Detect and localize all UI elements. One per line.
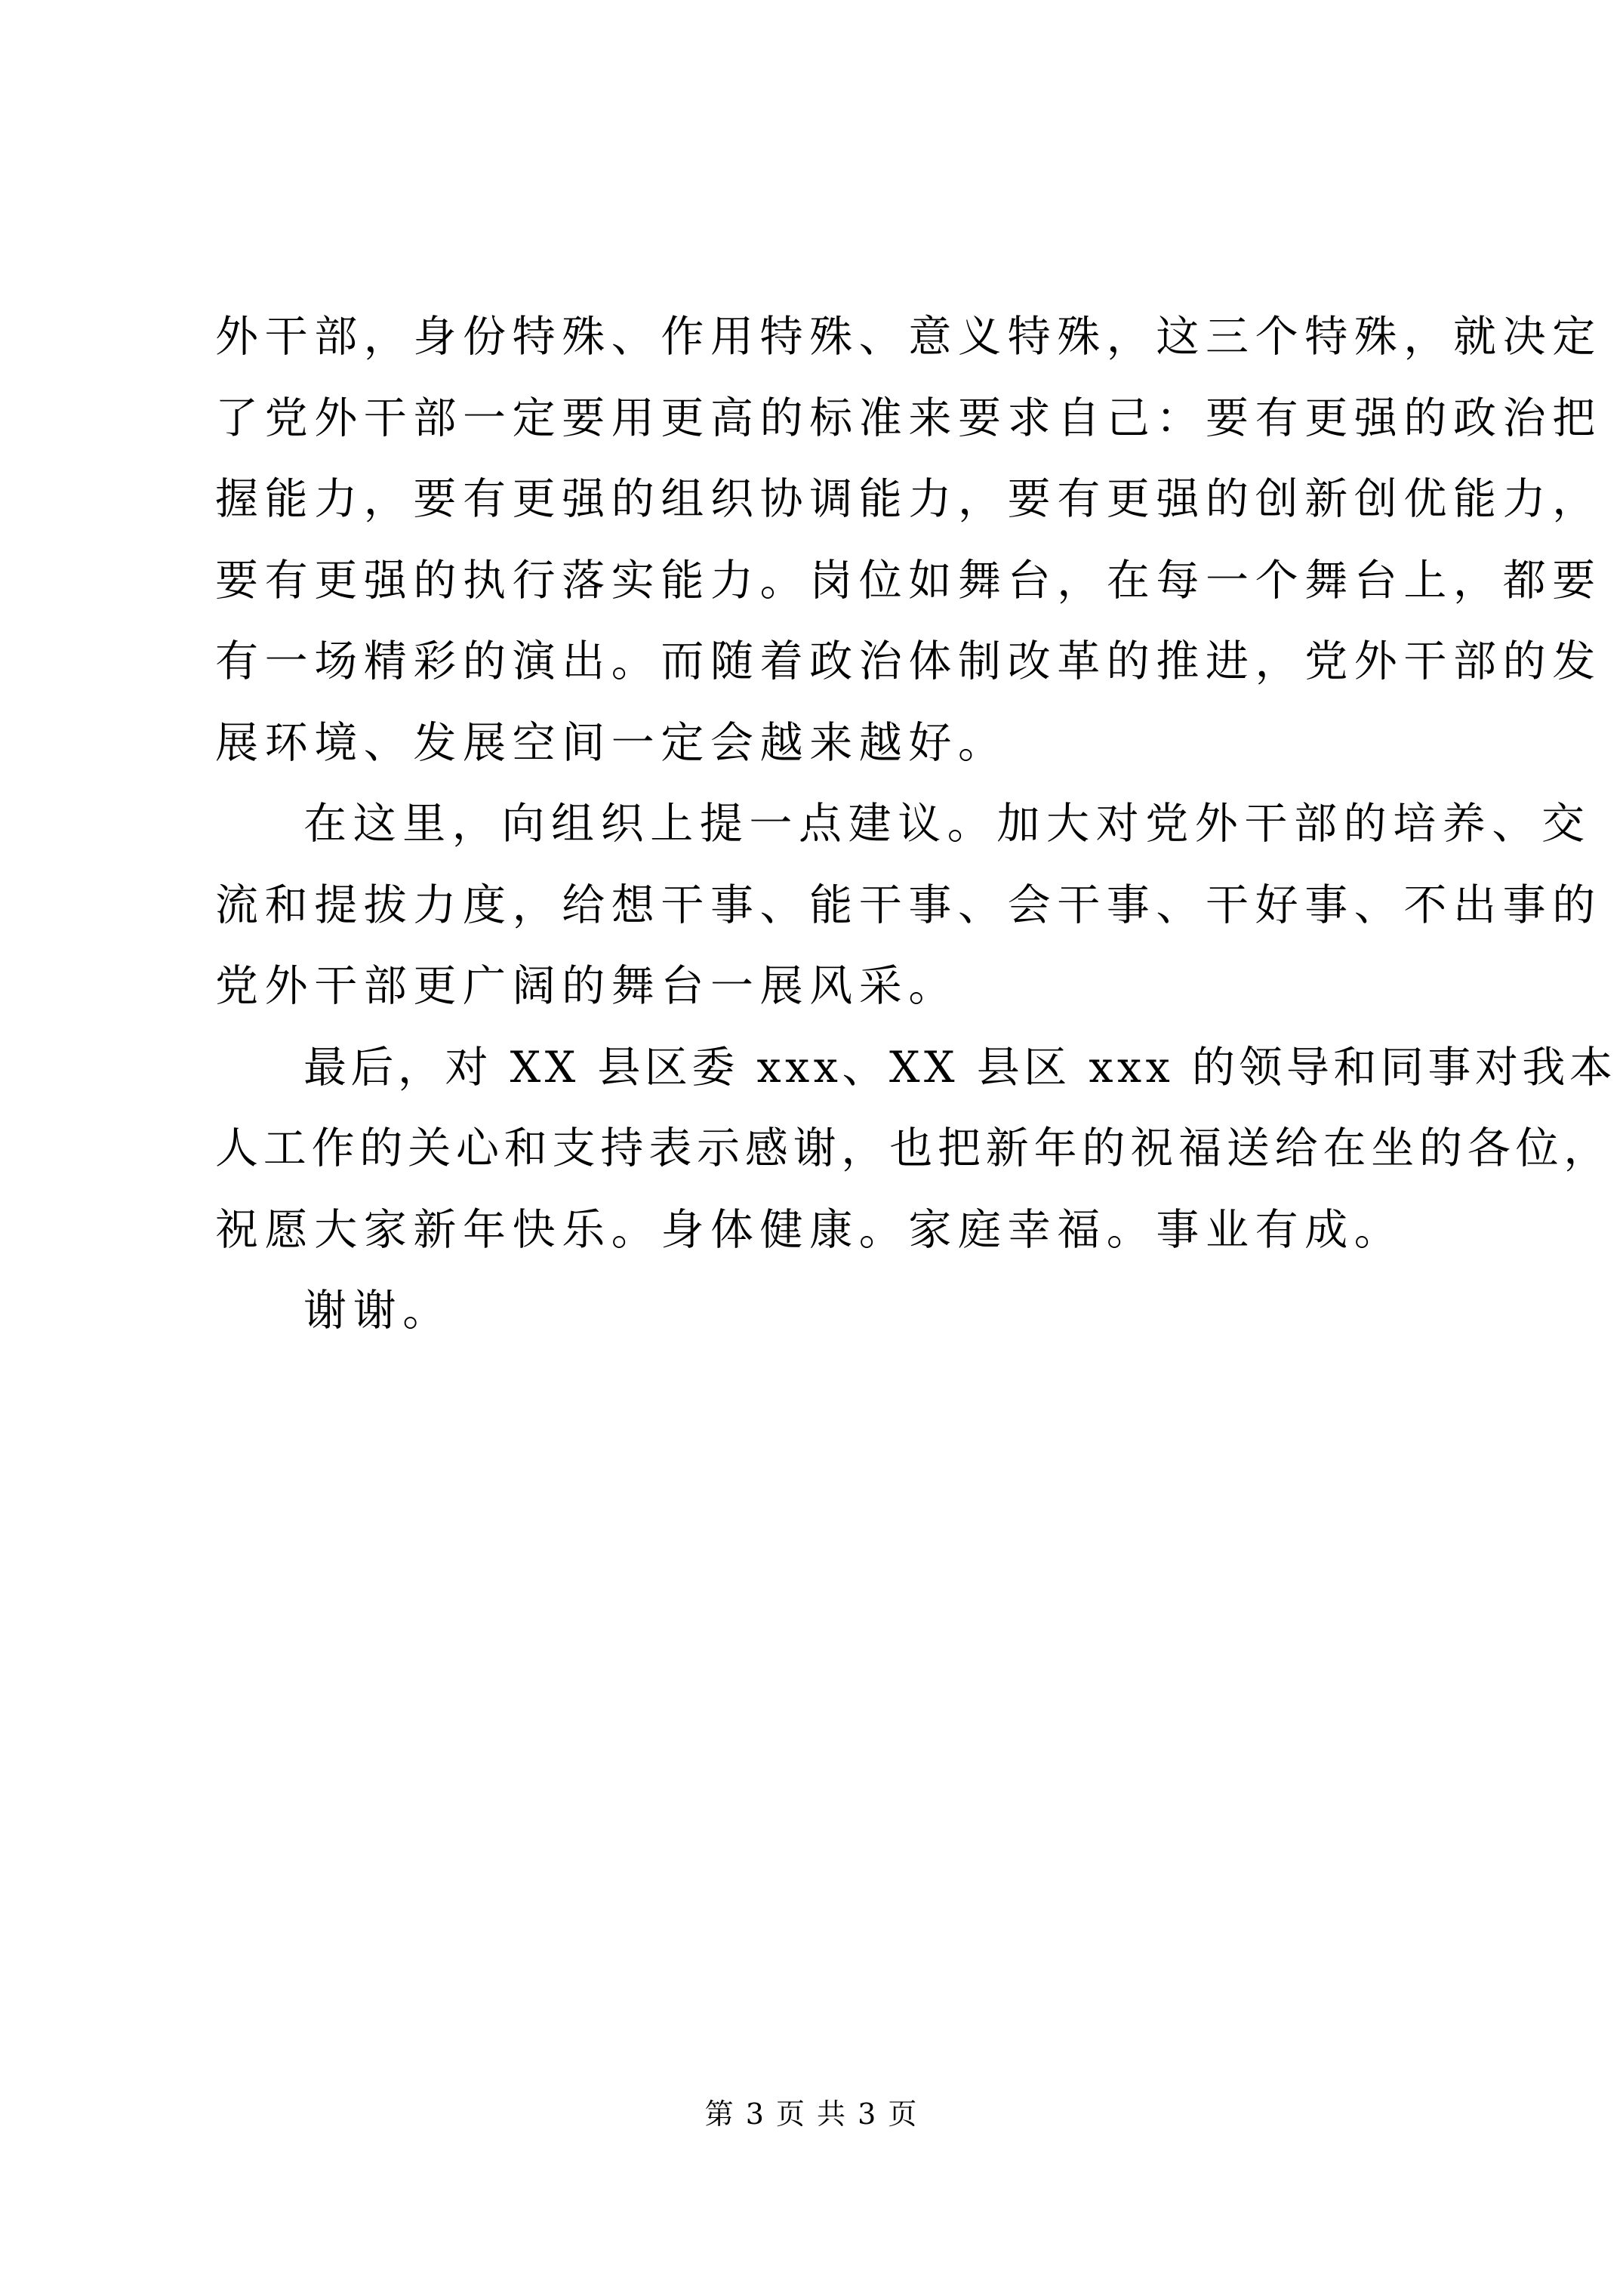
paragraph-1-line-4 [0, 546, 1623, 615]
paragraph-1-line-2 [0, 384, 1623, 453]
paragraph-3-line-2 [0, 1114, 1623, 1183]
paragraph-1-line-3 [0, 464, 1623, 534]
text-line: 要有更强的执行落实能力。岗位如舞台，在每一个舞台上，都要 [215, 556, 1602, 606]
text-line: 展环境、发展空间一定会越来越好。 [215, 718, 1008, 768]
text-line: 握能力，要有更强的组织协调能力，要有更强的创新创优能力， [215, 474, 1602, 524]
page-footer: 第 3 页 共 3 页 [704, 2097, 919, 2131]
text-line: 外干部，身份特殊、作用特殊、意义特殊，这三个特殊，就决定 [215, 312, 1602, 362]
text-line: 党外干部更广阔的舞台一展风采。 [215, 961, 958, 1011]
text-line: 祝愿大家新年快乐。身体健康。家庭幸福。事业有成。 [215, 1205, 1404, 1255]
text-line: 有一场精彩的演出。而随着政治体制改革的推进，党外干部的发 [215, 636, 1602, 686]
text-line: 最后，对 XX 县区委 xxx、XX 县区 xxx 的领导和同事对我本 [303, 1043, 1617, 1093]
paragraph-1-line-1 [0, 302, 1623, 371]
text-line: 了党外干部一定要用更高的标准来要求自己：要有更强的政治把 [215, 393, 1602, 443]
text-line: 流和提拔力度，给想干事、能干事、会干事、干好事、不出事的 [215, 880, 1602, 930]
paragraph-2-line-1 [0, 789, 1623, 858]
paragraph-1-line-6 [0, 708, 1623, 778]
paragraph-3-line-1 [0, 1033, 1623, 1102]
text-line: 谢谢。 [303, 1286, 452, 1336]
paragraph-2-line-2 [0, 871, 1623, 940]
text-line: 人工作的关心和支持表示感谢，也把新年的祝福送给在坐的各位， [215, 1123, 1612, 1173]
paragraph-3-line-3 [0, 1195, 1623, 1265]
paragraph-2-line-3 [0, 951, 1623, 1021]
paragraph-4-line-1 [0, 1276, 1623, 1345]
paragraph-1-line-5 [0, 627, 1623, 696]
text-line: 在这里，向组织上提一点建议。加大对党外干部的培养、交 [303, 799, 1591, 849]
